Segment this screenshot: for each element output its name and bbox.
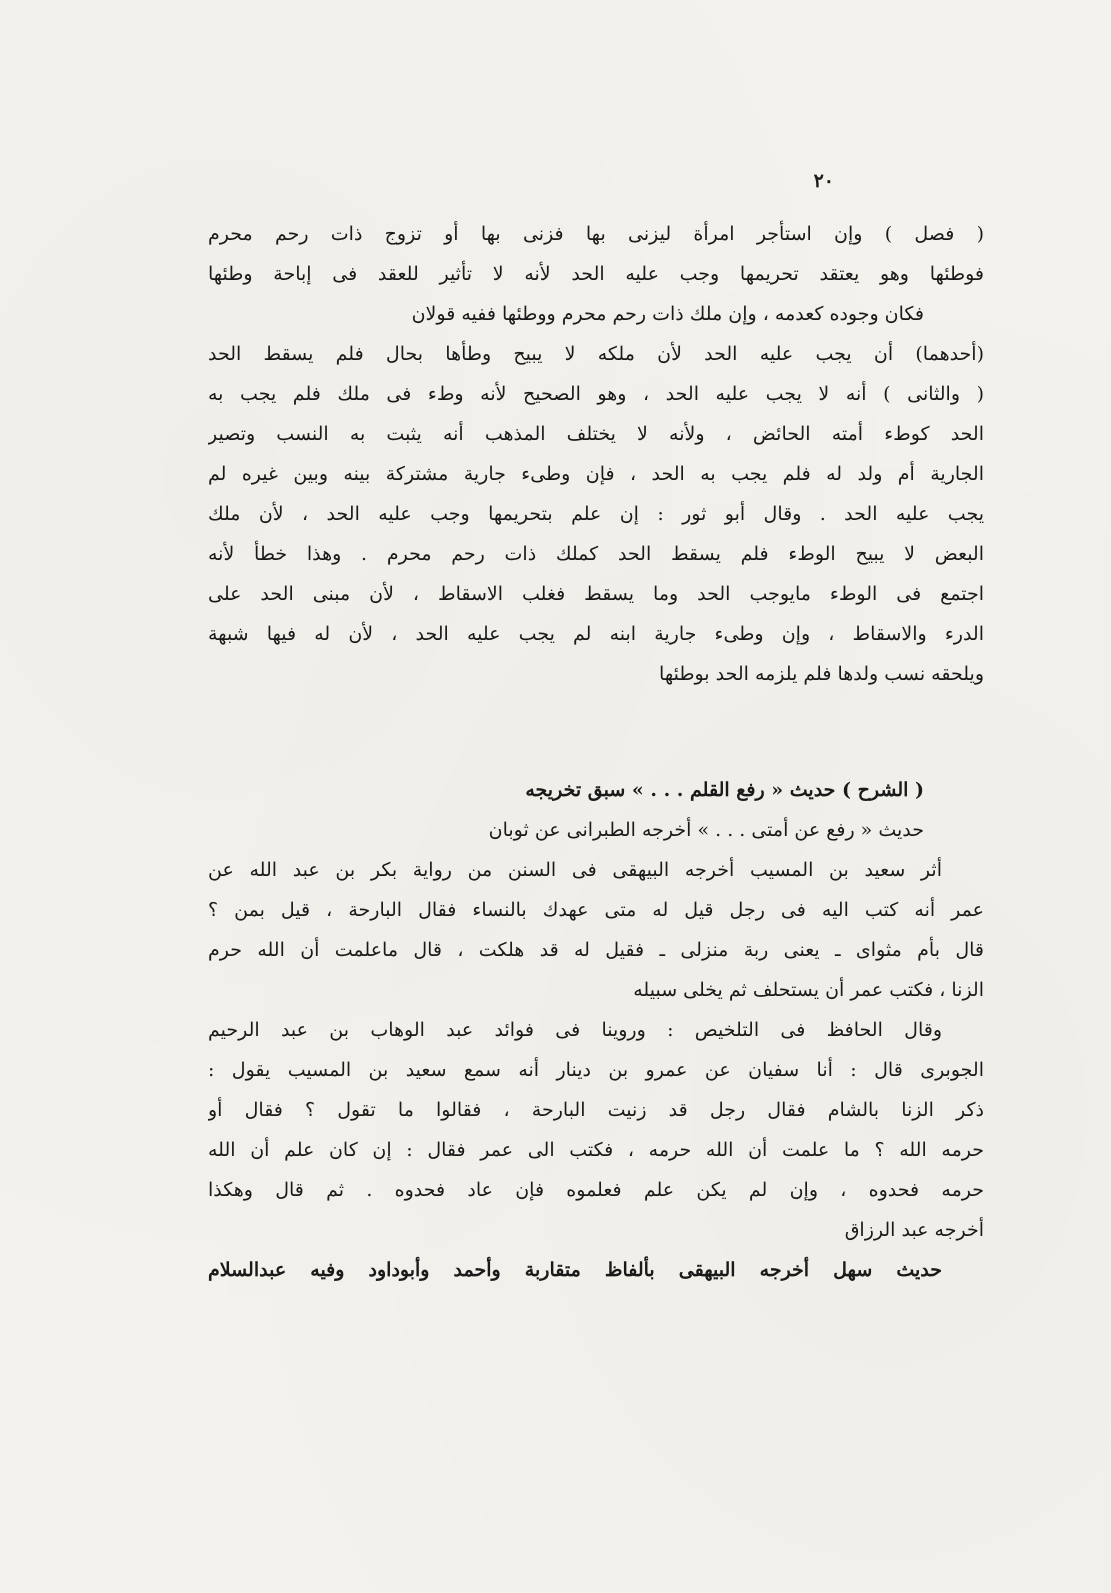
text-line: فكان وجوده كعدمه ، وإن ملك ذات رحم محرم ووطئها ففيه قولان (411, 303, 924, 325)
text-line: ( فصل ) وإن استأجر امرأة ليزنى بها فزنى بها أو تزوج ذات رحم محرم (208, 223, 984, 245)
text-line: قال بأم مثواى ـ يعنى ربة منزلى ـ فقيل له قد هلكت ، قال ماعلمت أن الله حرم (208, 939, 984, 961)
text-line: الجارية أم ولد له فلم يجب به الحد ، فإن وطىء جارية مشتركة بينه وبين غيره لم (208, 463, 984, 485)
text-line: اجتمع فى الوطء مايوجب الحد وما يسقط فغلب الاسقاط ، لأن مبنى الحد على (208, 583, 984, 605)
text-line: الحد كوطء أمته الحائض ، ولأنه لا يختلف المذهب أنه يثبت به النسب وتصير (208, 423, 984, 445)
text-line: ويلحقه نسب ولدها فلم يلزمه الحد بوطئها (659, 663, 984, 685)
text-line: حديث « رفع عن أمتى . . . » أخرجه الطبرانى عن ثوبان (488, 819, 924, 841)
text-line: أثر سعيد بن المسيب أخرجه البيهقى فى السنن من رواية بكر بن عبد الله عن (208, 859, 942, 881)
text-line: أخرجه عبد الرزاق (844, 1219, 984, 1241)
text-line: ذكر الزنا بالشام فقال رجل قد زنيت البارحة ، فقالوا ما تقول ؟ فقال أو (208, 1099, 984, 1121)
page-number: ٢٠ (813, 170, 834, 192)
section-fiqh-text (208, 214, 984, 694)
text-line: الزنا ، فكتب عمر أن يستحلف ثم يخلى سبيله (633, 979, 984, 1001)
commentary-heading: ( الشرح ) حديث « رفع القلم . . . » سبق تخريجه (525, 779, 924, 801)
text-line: ( والثانى ) أنه لا يجب عليه الحد ، وهو الصحيح لأنه وطء فى ملك فلم يجب به (208, 383, 984, 405)
text-line: وقال الحافظ فى التلخيص : وروينا فى فوائد عبد الوهاب بن عبد الرحيم (208, 1019, 942, 1041)
text-line: الدرء والاسقاط ، وإن وطىء جارية ابنه لم يجب عليه الحد ، لأن له فيها شبهة (208, 623, 984, 645)
section-commentary-text (208, 770, 984, 1290)
text-line: يجب عليه الحد . وقال أبو ثور : إن علم بتحريمها وجب عليه الحد ، لأن ملك (208, 503, 984, 525)
text-line: حديث سهل أخرجه البيهقى بألفاظ متقاربة وأحمد وأبوداود وفيه عبدالسلام (208, 1259, 942, 1281)
text-line: (أحدهما) أن يجب عليه الحد لأن ملكه لا يبيح وطأها بحال فلم يسقط الحد (208, 343, 984, 365)
text-line: حرمه الله ؟ ما علمت أن الله حرمه ، فكتب الى عمر فقال : إن كان علم أن الله (208, 1139, 984, 1161)
text-line: فوطئها وهو يعتقد تحريمها وجب عليه الحد لأنه لا تأثير للعقد فى إباحة وطئها (208, 263, 984, 285)
text-line: الجوبرى قال : أنا سفيان عن عمرو بن دينار أنه سمع سعيد بن المسيب يقول : (208, 1059, 984, 1081)
text-line: عمر أنه كتب اليه فى رجل قيل له متى عهدك بالنساء فقال البارحة ، قيل بمن ؟ (208, 899, 984, 921)
text-line: البعض لا يبيح الوطء فلم يسقط الحد كملك ذات رحم محرم . وهذا خطأ لأنه (208, 543, 984, 565)
text-line: حرمه فحدوه ، وإن لم يكن علم فعلموه فإن عاد فحدوه . ثم قال وهكذا (208, 1179, 984, 1201)
